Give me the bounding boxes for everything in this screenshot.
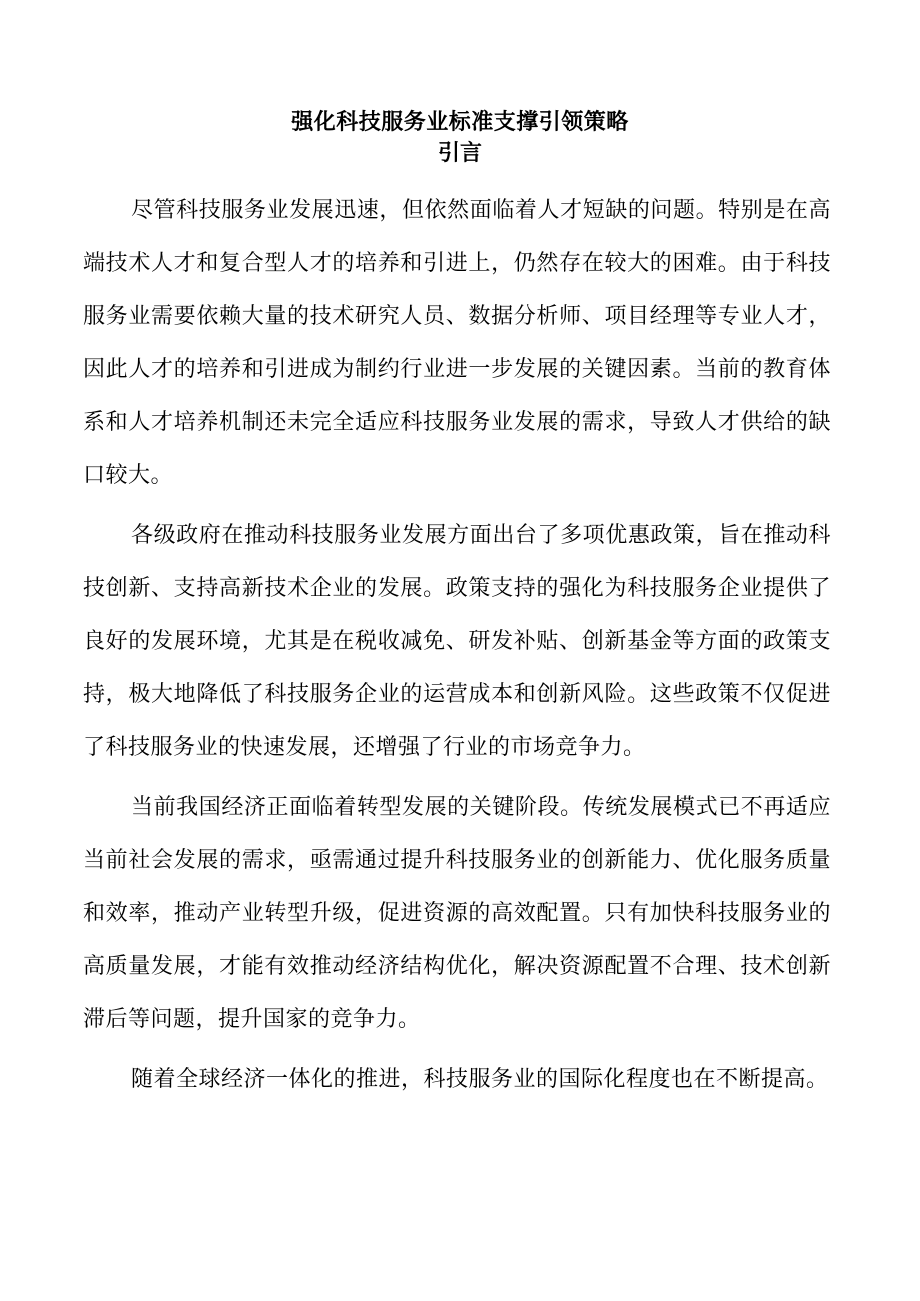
paragraph: 各级政府在推动科技服务业发展方面出台了多项优惠政策，旨在推动科技创新、支持高新技术企业的发展。政策支持的强化为科技服务企业提供了良好的发展环境，尤其是在税收减免、研发补贴、创新基金等方面的政策支持，极大地降低了科技服务企业的运营成本和创新风险。这些政策不仅促进了科技服务业的快速发展，还增强了行业的市场竞争力。 bbox=[83, 523, 831, 760]
document-title: 强化科技服务业标准支撑引领策略 bbox=[291, 110, 629, 135]
document-body bbox=[83, 184, 831, 1113]
paragraph: 尽管科技服务业发展迅速，但依然面临着人才短缺的问题。特别是在高端技术人才和复合型人才的培养和引进上，仍然存在较大的困难。由于科技服务业需要依赖大量的技术研究人员、数据分析师、项目经理等专业人才，因此人才的培养和引进成为制约行业进一步发展的关键因素。当前的教育体系和人才培养机制还未完全适应科技服务业发展的需求，导致人才供给的缺口较大。 bbox=[83, 198, 831, 488]
paragraph: 当前我国经济正面临着转型发展的关键阶段。传统发展模式已不再适应当前社会发展的需求，亟需通过提升科技服务业的创新能力、优化服务质量和效率，推动产业转型升级，促进资源的高效配置。只有加快科技服务业的高质量发展，才能有效推动经济结构优化，解决资源配置不合理、技术创新滞后等问题，提升国家的竞争力。 bbox=[83, 795, 831, 1032]
paragraph: 随着全球经济一体化的推进，科技服务业的国际化程度也在不断提高。 bbox=[131, 1067, 829, 1092]
section-heading: 引言 bbox=[437, 140, 482, 166]
